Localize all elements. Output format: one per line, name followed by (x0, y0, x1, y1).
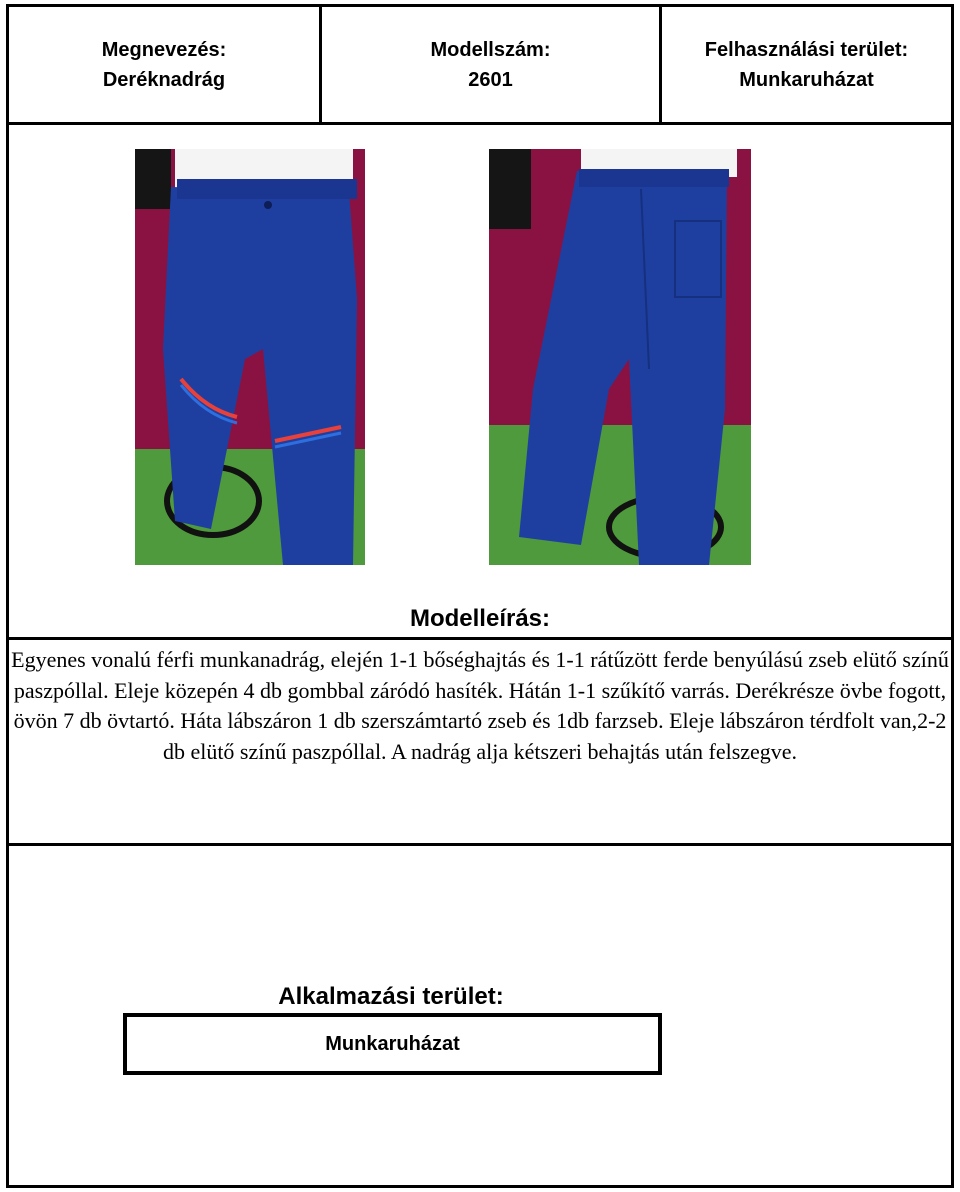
application-box (123, 1013, 662, 1075)
product-sheet (6, 4, 954, 1188)
model-value: 2601 (468, 68, 513, 91)
back-view-photo (489, 149, 751, 565)
usage-area-label: Felhasználási terület: (704, 38, 909, 61)
usage-area-cell (662, 7, 951, 122)
name-value: Deréknadrág (102, 68, 226, 91)
application-value: Munkaruházat (325, 1032, 460, 1055)
header-row (9, 7, 951, 125)
description-box (9, 637, 951, 846)
model-cell (322, 7, 662, 122)
front-view-photo (135, 149, 365, 565)
model-label: Modellszám: (430, 38, 551, 61)
application-title: Alkalmazási terület: (278, 983, 504, 1010)
description-title: Modelleírás: (409, 605, 551, 632)
usage-area-value: Munkaruházat (739, 68, 874, 91)
name-label: Megnevezés: (101, 38, 227, 61)
description-text: Egyenes vonalú férfi munkanadrág, elején 1-1 bőséghajtás és 1-1 rátűzött ferde benyúlású zseb elütő színű paszpóllal. Eleje közepén 4 db gombbal záródó hasíték. Hátán 1-1 szűkítő varrás. Derékrésze övbe fogott, övön 7 db övtartó. Háta lábszáron 1 db szerszámtartó zseb és 1db farzseb. Eleje lábszáron térdfolt van,2-2 db elütő színű paszpóllal. A nadrág alja kétszeri behajtás után felszegve. (11, 647, 949, 764)
photo-area (9, 125, 951, 605)
name-cell (9, 7, 322, 122)
